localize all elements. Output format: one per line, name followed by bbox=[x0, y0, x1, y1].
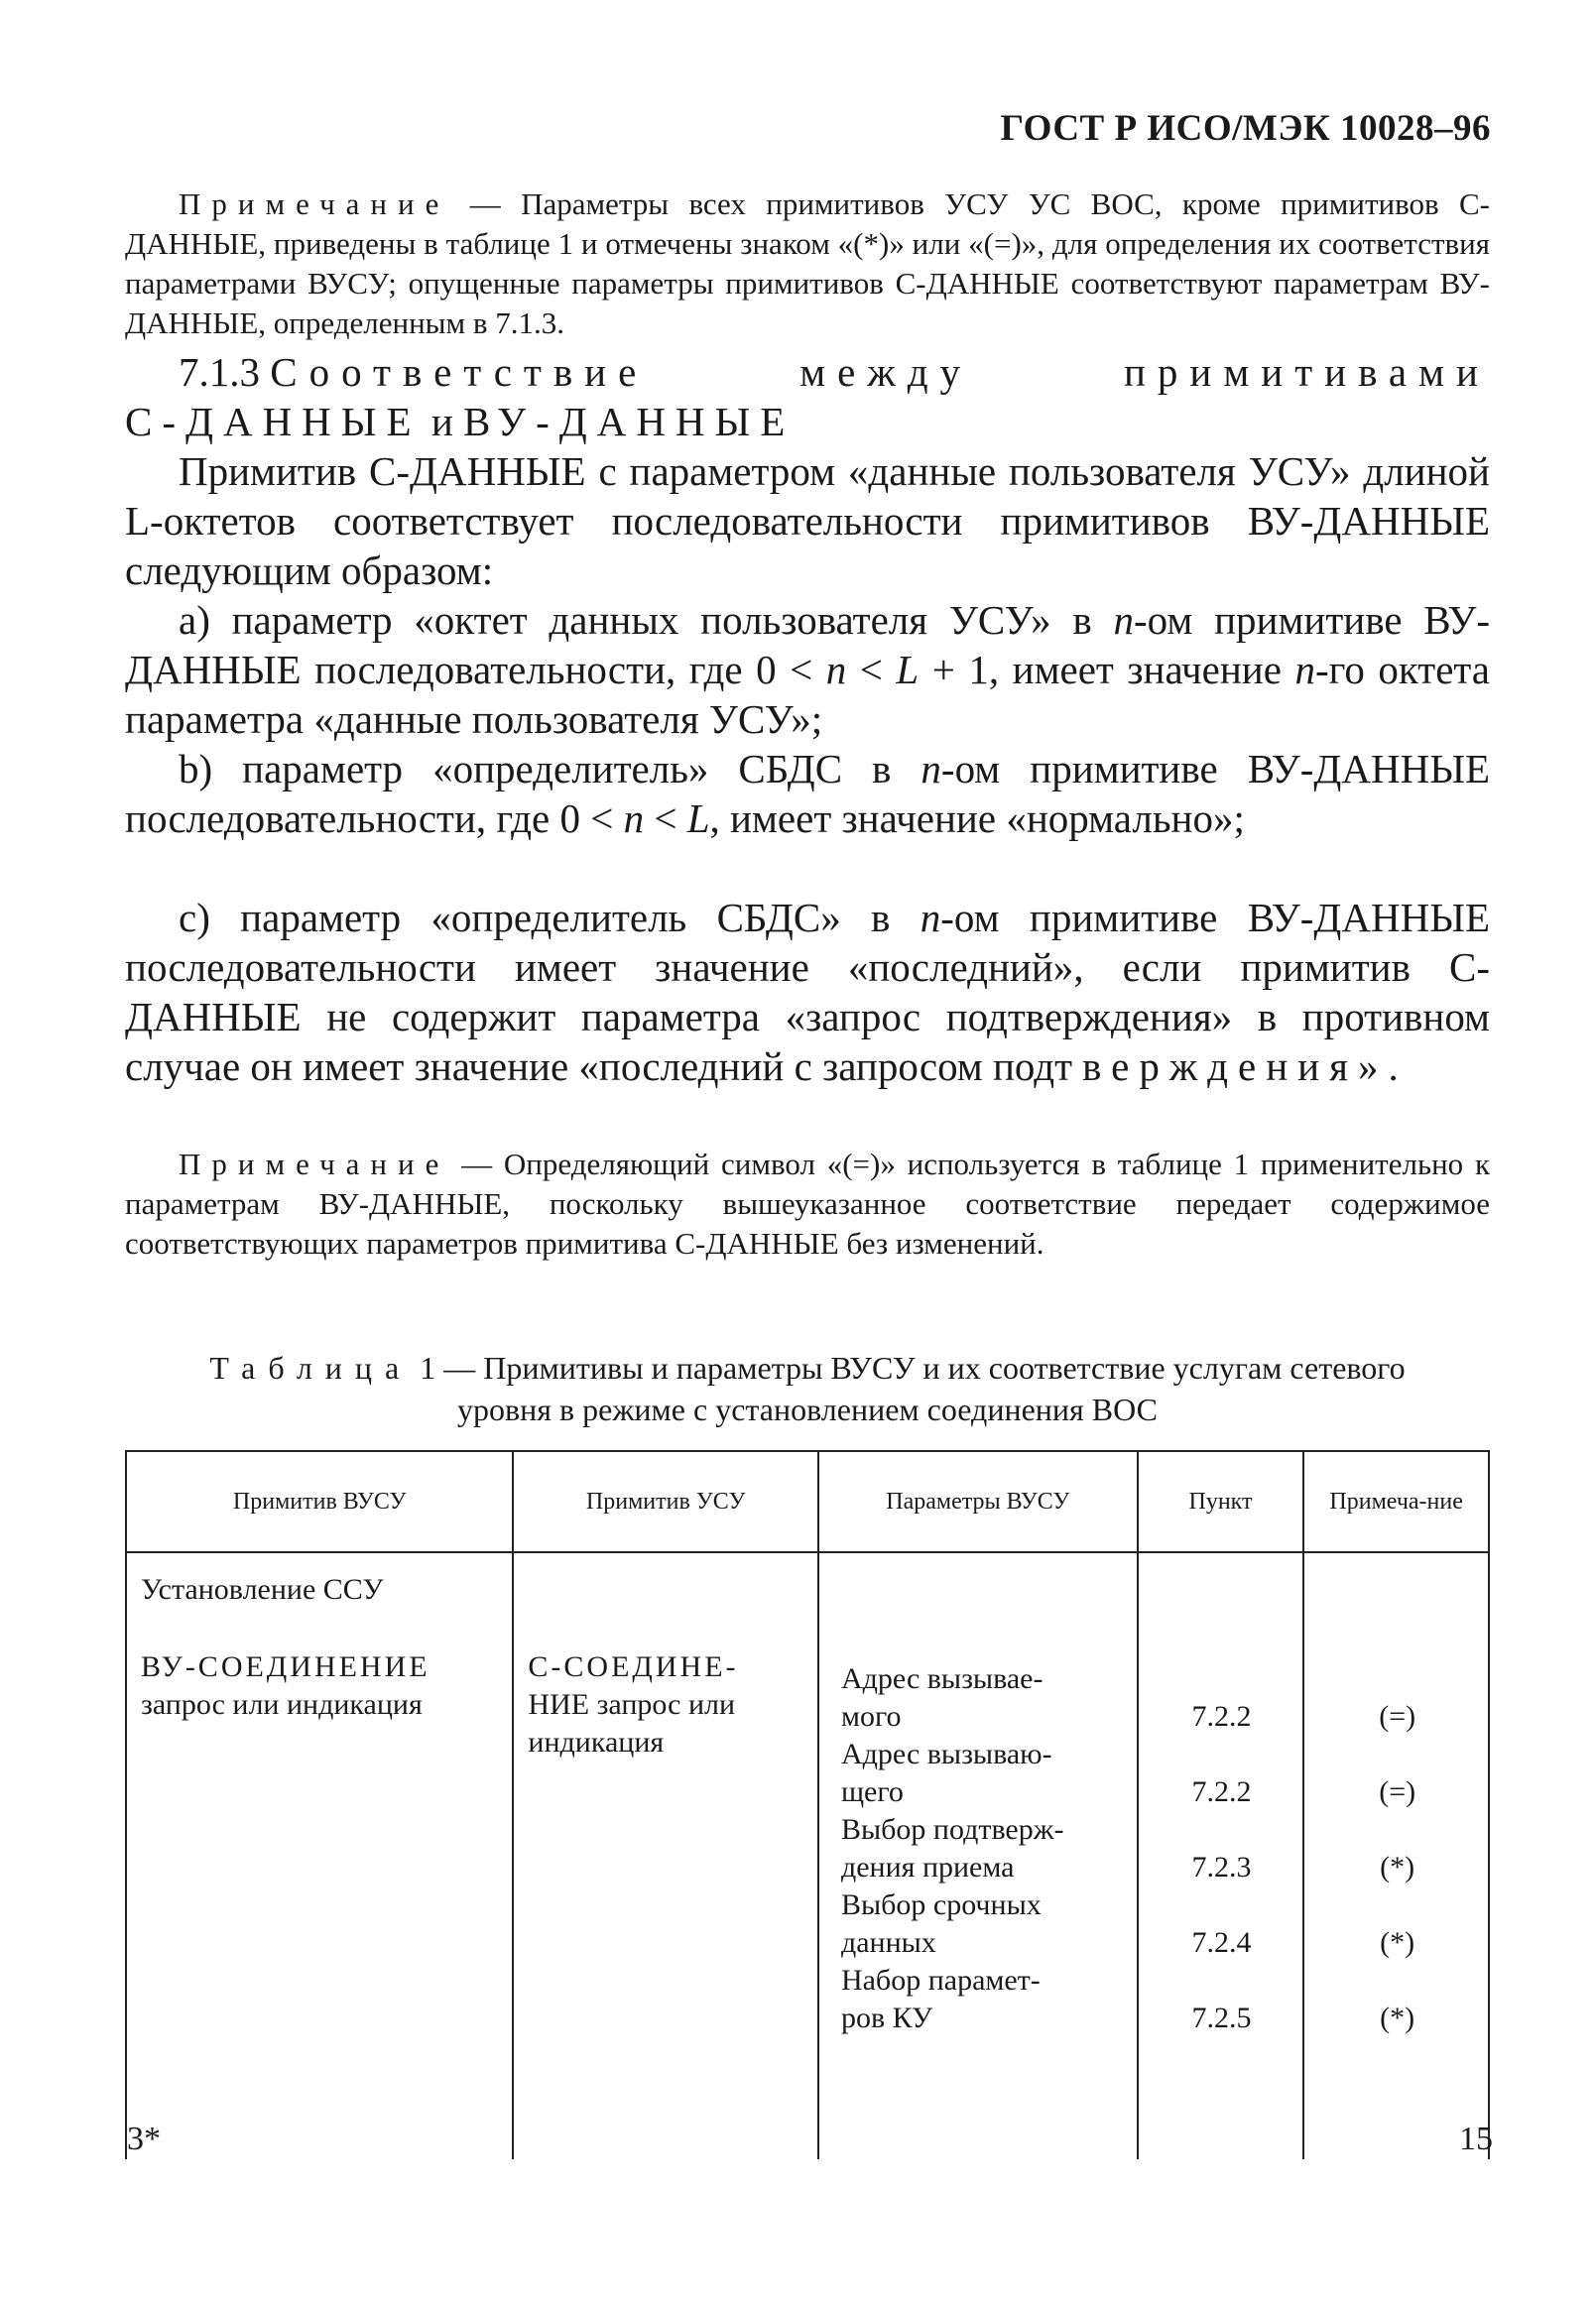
item-b: b) параметр «определитель» СБДС в n-ом примитиве ВУ-ДАННЫЕ последовательности, где 0 < n < L, имеет значение «нормально»; bbox=[125, 746, 1490, 841]
param-row-2-b: щего bbox=[840, 1775, 904, 1808]
standard-header: ГОСТ Р ИСО/МЭК 10028–96 bbox=[1000, 108, 1491, 149]
param-row-3-a: Выбор подтверж- bbox=[840, 1813, 1064, 1846]
vusu-primitive-kind: запрос или индикация bbox=[141, 1688, 423, 1721]
note-5-mark: (*) bbox=[1380, 2002, 1415, 2034]
table-caption: Таблица 1 — Примитивы и параметры ВУСУ и их соответствие услугам сетевого уровня в режиме с установлением соединения ВОС bbox=[209, 1350, 1406, 1427]
section-title-vudata: ВУ-ДАННЫЕ bbox=[463, 399, 796, 444]
clause-5: 7.2.5 bbox=[1191, 2002, 1252, 2034]
section-title-word-2: между bbox=[799, 349, 973, 395]
param-row-4-b: данных bbox=[840, 1926, 936, 1959]
param-row-1-b: мого bbox=[840, 1700, 902, 1733]
section-title-cdata: С-ДАННЫЕ bbox=[125, 399, 422, 444]
note-2-text: — Определяющий символ «(=)» используется в таблице 1 применительно к параметрам ВУ-ДАННЫЕ, поскольку вышеуказанное соответствие передает содержимое соответствующих параметров примитива С-ДАННЫЕ без изменений. bbox=[125, 1147, 1490, 1261]
page-number: 15 bbox=[1459, 2121, 1493, 2157]
col-clause bbox=[1138, 1552, 1304, 2159]
sheet-mark: 3* bbox=[127, 2121, 161, 2157]
note-1-label: Примечание bbox=[179, 186, 450, 221]
param-row-2-a: Адрес вызываю- bbox=[840, 1738, 1052, 1770]
section-title-word-1: Соответствие bbox=[270, 349, 649, 395]
param-row-5-a: Набор парамет- bbox=[840, 1964, 1041, 1997]
note-1-mark: (=) bbox=[1379, 1700, 1416, 1733]
col-vusu-primitive bbox=[126, 1552, 513, 2159]
note-2-label: Примечание bbox=[179, 1147, 450, 1181]
body-intro: Примитив С-ДАННЫЕ с параметром «данные пользователя УСУ» длиной L-октетов соответствует последовательности примитивов ВУ-ДАННЫЕ следующим образом: bbox=[125, 448, 1490, 593]
table-header-row bbox=[126, 1451, 1489, 1552]
header-clause: Пункт bbox=[1138, 1451, 1304, 1552]
note-4-mark: (*) bbox=[1380, 1926, 1415, 1959]
note-3-mark: (*) bbox=[1380, 1851, 1415, 1884]
group-label: Установление ССУ bbox=[141, 1573, 384, 1606]
section-heading bbox=[125, 347, 1490, 446]
clause-2: 7.2.2 bbox=[1191, 1775, 1252, 1808]
table-row bbox=[126, 1552, 1489, 2159]
note-2 bbox=[125, 1145, 1490, 1264]
header-vusu-parameters: Параметры ВУСУ bbox=[818, 1451, 1138, 1552]
section-number: 7.1.3 bbox=[179, 349, 260, 395]
item-a: а) параметр «октет данных пользователя УСУ» в n-ом примитиве ВУ-ДАННЫЕ последовательности, где 0 < n < L + 1, имеет значение n-го октета параметра «данные пользователя УСУ»; bbox=[125, 597, 1491, 742]
param-row-5-b: ров КУ bbox=[840, 2002, 933, 2034]
clause-3: 7.2.3 bbox=[1191, 1851, 1252, 1884]
item-c: с) параметр «определитель СБДС» в n-ом примитиве ВУ-ДАННЫЕ последовательности имеет значение «последний», если примитив С-ДАННЫЕ не содержит параметра «запрос подтверждения» в противном случае он имеет значение «последний с запросом подтверждения». bbox=[125, 895, 1490, 1089]
table-caption-label: Таблица bbox=[209, 1350, 413, 1386]
param-row-3-b: дения приема bbox=[840, 1851, 1015, 1884]
note-1-text: — Параметры всех примитивов УСУ УС ВОС, кроме примитивов С-ДАННЫЕ, приведены в таблице 1 и отмечены знаком «(*)» или «(=)», для определения их соответствия параметрами ВУСУ; опущенные параметры примитивов С-ДАННЫЕ соответствуют параметрам ВУ-ДАННЫЕ, определенным в 7.1.3. bbox=[125, 186, 1491, 340]
note-1 bbox=[125, 184, 1490, 343]
param-row-4-a: Выбор срочных bbox=[840, 1888, 1042, 1921]
col-parameters bbox=[818, 1552, 1138, 2159]
param-row-1-a: Адрес вызывае- bbox=[840, 1662, 1044, 1695]
note-2-mark: (=) bbox=[1379, 1775, 1416, 1808]
col-note bbox=[1303, 1552, 1489, 2159]
col-usu-primitive: С-СОЕДИНЕ- НИЕ запрос или индикация bbox=[513, 1552, 818, 2159]
header-note: Примеча-ние bbox=[1303, 1451, 1489, 1552]
primitives-table bbox=[125, 1450, 1490, 2159]
header-vusu-primitive: Примитив ВУСУ bbox=[126, 1451, 513, 1552]
section-title-word-3: примитивами bbox=[1123, 349, 1490, 395]
vusu-primitive-name: ВУ-СОЕДИНЕНИЕ bbox=[141, 1650, 430, 1683]
section-title-and: и bbox=[430, 399, 453, 444]
clause-1: 7.2.2 bbox=[1191, 1700, 1252, 1733]
clause-4: 7.2.4 bbox=[1191, 1926, 1252, 1959]
header-usu-primitive: Примитив УСУ bbox=[513, 1451, 818, 1552]
